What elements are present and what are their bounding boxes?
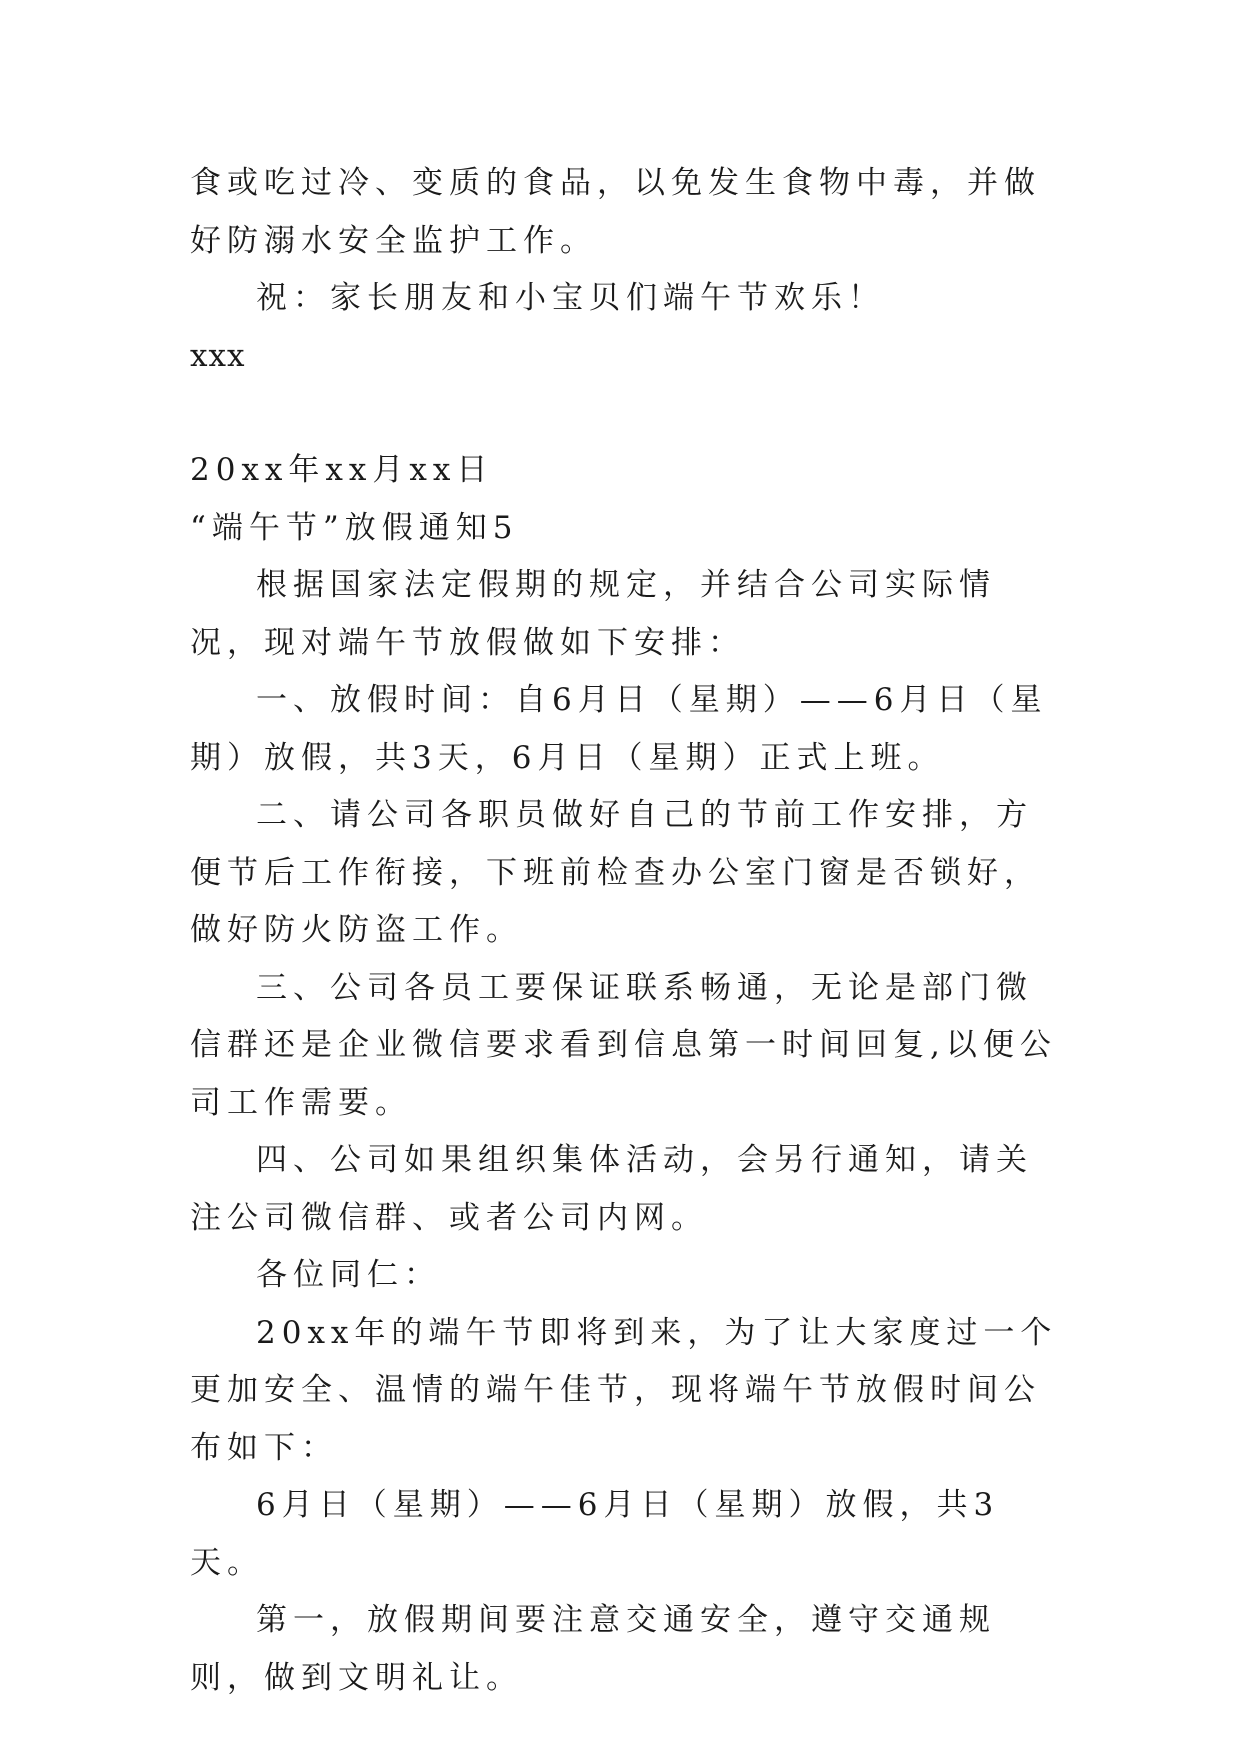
- paragraph-item-2: 二、请公司各职员做好自己的节前工作安排，方便节后工作衔接，下班前检查办公室门窗是否锁好，做好防火防盗工作。: [190, 797, 1041, 948]
- spacer: [190, 385, 1060, 442]
- paragraph-salutation: 各位同仁：: [256, 1257, 441, 1293]
- paragraph-item-3: 三、公司各员工要保证联系畅通，无论是部门微信群还是企业微信要求看到信息第一时间回复,以便公司工作需要。: [190, 969, 1057, 1121]
- paragraph-first-reminder: 第一，放假期间要注意交通安全，遵守交通规则，做到文明礼让。: [190, 1602, 996, 1696]
- paragraph-announcement: 20xx年的端午节即将到来，为了让大家度过一个更加安全、温情的端午佳节，现将端午节放假时间公布如下：: [190, 1314, 1058, 1466]
- paragraph-item-4: 四、公司如果组织集体活动，会另行通知，请关注公司微信群、或者公司内网。: [190, 1142, 1033, 1236]
- document-page: [190, 155, 1060, 1707]
- paragraph-food-safety: 食或吃过冷、变质的食品，以免发生食物中毒，并做好防溺水安全监护工作。: [190, 165, 1041, 259]
- paragraph-holiday-dates: 6月日（星期）——6月日（星期）放假，共3天。: [190, 1487, 1000, 1581]
- paragraph-item-1: 一、放假时间：自6月日（星期）——6月日（星期）放假，共3天，6月日（星期）正式上班。: [190, 682, 1048, 776]
- signature-name: xxx: [190, 337, 246, 374]
- paragraph-greeting: 祝：家长朋友和小宝贝们端午节欢乐！: [256, 280, 885, 316]
- notice-title: “端午节”放假通知5: [190, 509, 519, 546]
- paragraph-intro: 根据国家法定假期的规定，并结合公司实际情况，现对端午节放假做如下安排：: [190, 567, 996, 661]
- signature-date: 20xx年xx月xx日: [190, 452, 494, 488]
